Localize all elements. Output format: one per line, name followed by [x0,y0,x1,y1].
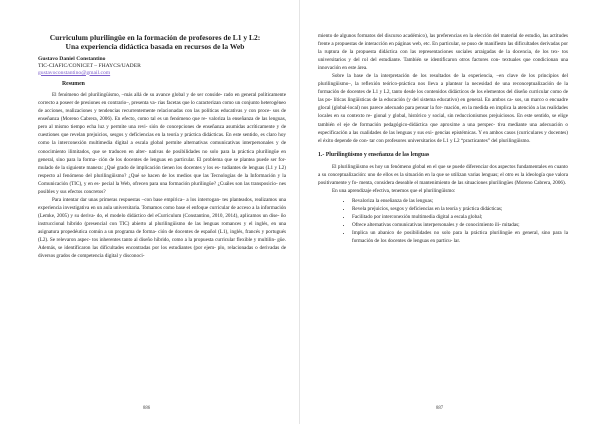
page-number-right: 887 [436,406,444,411]
article-title [38,34,286,51]
bullet-item: • Revela prejuicios, sesgos y deficiencias en la teoría y práctica didácticas; [352,205,568,213]
bullet-item: • Ofrece alternativas comunicativas interpersonales y de conocimiento ili- mitadas; [352,221,568,229]
interpretation-paragraph: Sobre la base de la interpretación de los resultados de la experiencia, –en clave de los principios del plurilingüismo–, la reflexión teórico-práctica nos lleva a plantear la necesidad de una reconceptualización de la formación de docentes de L1 y L2, tanto desde los contenidos didácticos de los elementos del diseño curricular como de las po- líticas lingüísticas de la educación (y del sistema educativo) en general. En ambos ca- sos, un marco o encuadre glocal (global-local) nos parece adecuado para pensar la for- mación, en la medida en implica la atención a las realidades locales en su contexto re- gional y global, histórico y social, sin reduccionismos prejuiciosos. En este sentido, se elige también el eje de formación pedagógico-didáctica que aproxime a una perspec- tiva mediante una adecuación o especificación a las cualidades de las lenguas y sus exi- gencias epistémicas. Y en ambos casos (curriculares y docentes) el éxito depende de con- tar con profesores universitarios de L1 y L2 “practicantes” del plurilingüismo. [318,73,568,144]
section-paragraph-1: El plurilingüismo es hoy un fenómeno global en el que se puede diferenciar dos aspectos fundamentales en cuanto a su conceptualización: uno de ellos es la situación en la que se utilizan varias lenguas; el otro es la ideología que valora positivamente y fo- menta, considera deseable el mantenimiento de las situaciones plurilingües (Moreno Cabrera, 2006). [318,163,568,186]
abstract-heading: Resumen [62,81,85,88]
author-name: Gustavo Daniel Constantino [38,56,106,63]
title-line-1: Curriculum plurilingüe en la formación de profesores de L1 y L2: [49,33,261,42]
left-column [38,34,286,260]
abstract-paragraph-1: El fenómeno del plurilingüismo, –más allá de su avance global y de ser conside- rado en general políticamente correcto a poseer de presiones en contrario–, presenta va- rias facetas que lo caracterizan como un conjunto heterogéneo de acciones, realizaciones y tendencias recurrentemente relacionadas con las políticas educativas y con proce- sos de enseñanza (Moreno Cabrera, 2006). En efecto, como tal es un fenómeno que re- valoriza la enseñanza de las lenguas, pero al mismo tiempo echa luz y permite una revi- sión de concepciones de enseñanza asumidas acríticamente y de cuestiones que revelan prejuicios, sesgos y deficiencias en la teoría y práctica didácticas. En este sentido, es claro hoy como la interconexión multimedia digital a escala global permite alternativas comunicativas interpersonales y de conocimiento ilimitados, que se traducen en alter- nativas de posibilidades no solo para la práctica plurilingüe en general, sino para la forma- ción de los docentes de lenguas en particular. El problema que se plantea puede ser for- mulado de la siguiente manera: ¿Qué grado de implicación tienen los docentes y los es- tudiantes de lenguas (L1 y L2) respecto al fenómeno del plurilingüismo? ¿Qué se hacen de los medios que las Tecnologías de la Información y la Comunicación (TIC), y en es- pecial la Web, ofrecen para una formación plurilingüe? ¿Cuáles son las transposicio- nes posibles y sus efectos concretos? [38,92,286,195]
title-line-2: Una experiencia didáctica basada en recursos de la Web [65,41,245,51]
right-column [318,32,568,245]
right-page [300,0,600,424]
page-number-left: 886 [143,406,151,411]
bullet-item: • Revaloriza la enseñanza de las lenguas; [352,197,568,205]
plurilingualism-bullet-list [318,197,568,245]
bullet-item: • Implica un abanico de posibilidades no solo para la práctica plurilingüe en general, sino para la formación de los docentes de lenguas en particu- lar. [352,229,568,245]
bullet-item: • Facilitado por interconexión multimedia digital a escala global; [352,213,568,221]
section-paragraph-2: En una aprendizaje efectiva, tenemos que el plurilingüismo: [332,187,456,194]
author-email-link[interactable]: gustavoconstantino@gmail.com [38,69,111,76]
author-affiliation: TIC-CIAFIC/CONICET – FHAYCS/UADER [38,62,141,69]
section-heading: 1.- Plurilingüismo y enseñanza de las lenguas [318,151,430,158]
abstract-paragraph-2: Para intentar dar unas primeras respuestas –con base empírica– a los interrogan- tes planteados, realizamos una experiencia investigativa en un aula universitaria. Tomamos como base el enfoque curricular de acceso a la información (Lemke, 2005) y su deriva- do, el modelo didáctico del eCurriculum (Constantino, 2010, 2014), aplicamos un dise- ño instruccional híbrido (presencial con TIC) abierto al plurilingüismo de las lenguas romances y el inglés, en una asignatura propedéutica común a un programa de forma- ción de docentes de español (L1), inglés, francés y portugués (L2). Se relevaron aspec- tos inherentes tanto al diseño híbrido, como a la propuesta curricular flexible y multilin- güe. Además, se identificaron las dificultades encontradas por los estudiantes (por ejem- plo, relacionadas o derivadas de diversos grados de competencia digital y disconoci- [38,196,286,260]
continued-paragraph: miento de algunos formatos del discurso académico), las preferencias en la elección del material de estudio, las actitudes frente a propuestas de interacción en páginas web, etc. En particular, se puso de manifiesto las dificultades derivadas por la ruptura de la propuesta didáctica con las representaciones sociales arraigadas de la docencia, de los tex- tos universitarios y del rol del estudiante. También se identificaron otros factores con- textuales que condicionan una innovación en este área. [318,33,568,72]
